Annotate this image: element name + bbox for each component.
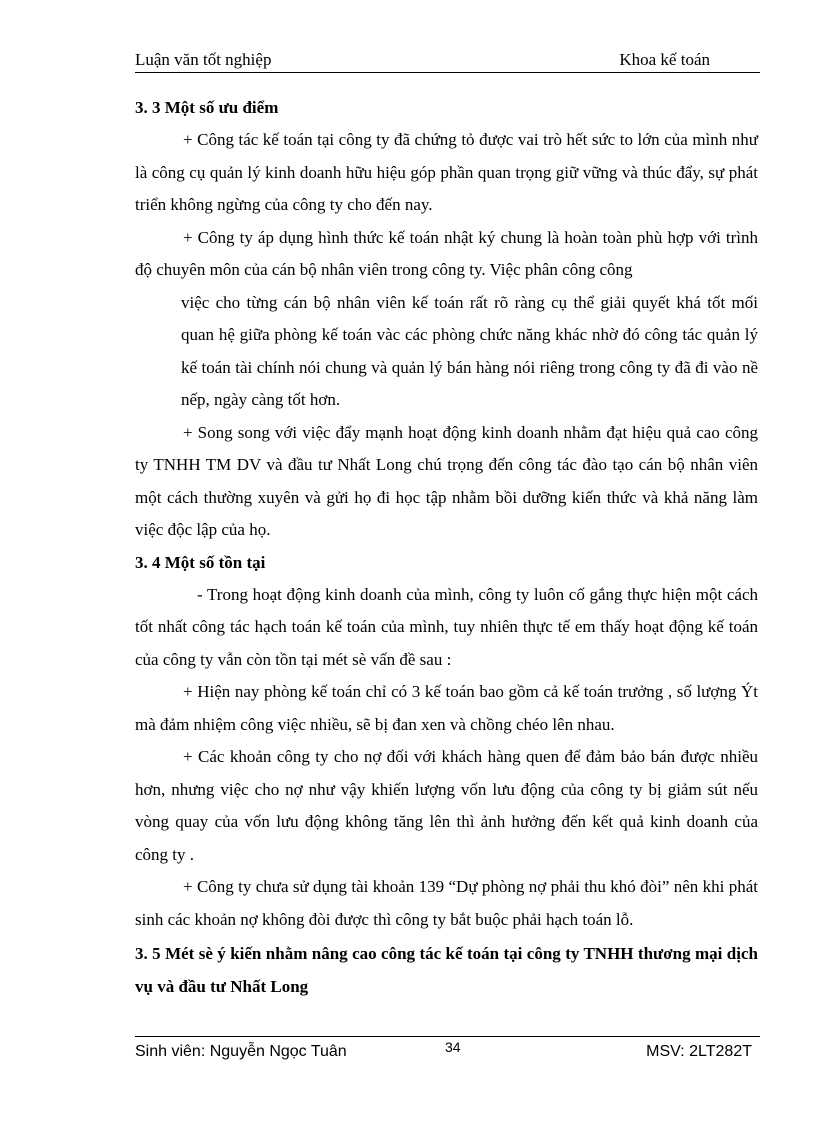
student-name: Nguyễn Ngọc Tuân (209, 1043, 347, 1060)
header-department: Khoa kế toán (619, 50, 710, 69)
msv-value: 2LT282T (689, 1043, 752, 1060)
student-label: Sinh viên: (135, 1043, 206, 1060)
section-3-3-paragraph-2b: việc cho từng cán bộ nhân viên kế toán rất rõ ràng cụ thể giải quyết khá tốt mối quan hệ giữa phòng kế toán vàc các phòng chức năng khác nhờ đó công tác quản lý kế toán tài chính nói chung và quản lý bán hàng nói riêng trong công ty đã đi vào nề nếp, ngày càng tốt hơn. (181, 292, 758, 409)
section-3-4-heading: 3. 4 Một số tồn tại (135, 552, 266, 572)
section-3-4-paragraph-2: + Hiện nay phòng kế toán chỉ có 3 kế toán bao gồm cả kế toán trưởng , số lượng Ýt mà đảm nhiệm công việc nhiều, sẽ bị đan xen và chồng chéo lên nhau. (135, 682, 758, 734)
section-3-5-heading: 3. 5 Mét sè ý kiến nhằm nâng cao công tác kế toán tại công ty TNHH thương mại dịch vụ và đầu tư Nhất Long (135, 944, 758, 996)
section-3-3-paragraph-2a: + Công ty áp dụng hình thức kế toán nhật ký chung là hoàn toàn phù hợp với trình độ chuyên môn của cán bộ nhân viên trong công ty. Việc phân công công (135, 227, 758, 279)
footer-msv (646, 1043, 752, 1061)
section-3-4-paragraph-1: - Trong hoạt động kinh doanh của mình, công ty luôn cố gắng thực hiện một cách tốt nhất công tác hạch toán kế toán của mình, tuy nhiên thực tế em thấy hoạt động kế toán của công ty vẫn còn tồn tại mét sè vấn đề sau : (135, 584, 758, 669)
section-3-3-paragraph-1: + Công tác kế toán tại công ty đã chứng tỏ được vai trò hết sức to lớn của mình như là công cụ quản lý kinh doanh hữu hiệu góp phần quan trọng giữ vững và thúc đẩy, sự phát triển không ngừng của công ty cho đến nay. (135, 130, 758, 214)
footer-student (135, 1043, 347, 1061)
header-thesis-title: Luận văn tốt nghiệp (135, 50, 272, 69)
section-3-3-paragraph-3: + Song song với việc đẩy mạnh hoạt động kinh doanh nhằm đạt hiệu quả cao công ty TNHH TM DV và đầu tư Nhất Long chú trọng đến công tác đào tạo cán bộ nhân viên một cách thường xuyên và gửi họ đi học tập nhằm bồi dưỡng kiến thức và khả năng làm việc độc lập của họ. (135, 422, 758, 539)
msv-label: MSV: (646, 1043, 685, 1060)
page-body (135, 92, 758, 1003)
section-3-3-heading: 3. 3 Một số ưu điểm (135, 98, 279, 117)
page-number: 34 (445, 1039, 461, 1055)
page-header (135, 48, 760, 73)
section-3-4-paragraph-3: + Các khoản công ty cho nợ đối với khách hàng quen để đảm bảo bán được nhiều hơn, nhưng việc cho nợ như vậy khiến lượng vốn lưu động của công ty bị giảm sút nếu vòng quay của vốn lưu động không tăng lên thì ảnh hưởng đến kết quả kinh doanh của công ty . (135, 747, 758, 864)
section-3-4-paragraph-4: + Công ty chưa sử dụng tài khoản 139 “Dự phòng nợ phải thu khó đòi” nên khi phát sinh các khoản nợ không đòi được thì công ty bắt buộc phải hạch toán lỗ. (135, 877, 758, 929)
page-footer (135, 1036, 760, 1067)
